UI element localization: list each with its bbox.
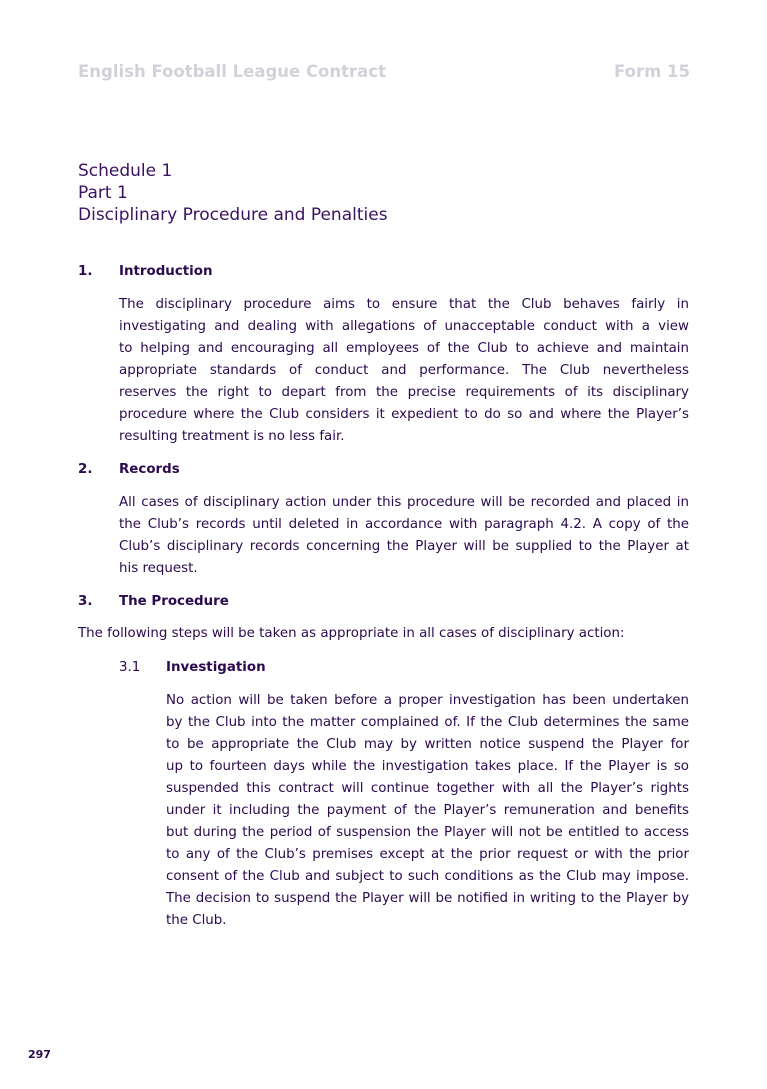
paragraph-line: reserves the right to depart from the precise requirements of its disciplinary — [119, 385, 689, 400]
section-number: 2. — [78, 462, 93, 477]
paragraph — [119, 492, 689, 580]
form-label: Form 15 — [614, 62, 690, 81]
page-header — [78, 62, 690, 86]
paragraph-line: but during the period of suspension the Player will not be entitled to access — [166, 825, 689, 840]
paragraph-line: investigating and dealing with allegations of unacceptable conduct with a view — [119, 319, 689, 334]
schedule-line: Schedule 1 — [78, 161, 173, 181]
section-number: 1. — [78, 264, 93, 279]
document-title: English Football League Contract — [78, 62, 386, 81]
subsection-number: 3.1 — [119, 660, 141, 675]
part-line: Part 1 — [78, 183, 128, 203]
section-title: Records — [119, 462, 180, 477]
paragraph-line: to helping and encouraging all employees of the Club to achieve and maintain — [119, 341, 689, 356]
paragraph-line: No action will be taken before a proper investigation has been undertaken — [166, 693, 689, 708]
paragraph-line: the Club’s records until deleted in accordance with paragraph 4.2. A copy of the — [119, 517, 689, 532]
paragraph-line: The decision to suspend the Player will be notified in writing to the Player by — [166, 891, 689, 906]
schedule-heading — [78, 160, 388, 226]
paragraph-line: appropriate standards of conduct and performance. The Club nevertheless — [119, 363, 689, 378]
section-title: Disciplinary Procedure and Penalties — [78, 205, 388, 225]
section-title: Introduction — [119, 264, 213, 279]
paragraph-line: the Club. — [166, 913, 227, 928]
paragraph — [119, 294, 689, 448]
paragraph-line: consent of the Club and subject to such conditions as the Club may impose. — [166, 869, 689, 884]
paragraph — [166, 690, 689, 932]
section-title: The Procedure — [119, 594, 229, 609]
paragraph-line: resulting treatment is no less fair. — [119, 429, 345, 444]
page-number: 297 — [28, 1048, 51, 1061]
subsection-title: Investigation — [166, 660, 266, 675]
paragraph-line: All cases of disciplinary action under this procedure will be recorded and placed in — [119, 495, 689, 510]
paragraph-line: by the Club into the matter complained of. If the Club determines the same — [166, 715, 689, 730]
paragraph-line: his request. — [119, 561, 198, 576]
paragraph-line: procedure where the Club considers it expedient to do so and where the Player’s — [119, 407, 689, 422]
paragraph-line: up to fourteen days while the investigation takes place. If the Player is so — [166, 759, 689, 774]
paragraph-line: The disciplinary procedure aims to ensure that the Club behaves fairly in — [119, 297, 689, 312]
section-number: 3. — [78, 594, 93, 609]
paragraph-line: to any of the Club’s premises except at the prior request or with the prior — [166, 847, 689, 862]
paragraph-line: to be appropriate the Club may by written notice suspend the Player for — [166, 737, 689, 752]
procedure-intro: The following steps will be taken as appropriate in all cases of disciplinary action: — [78, 626, 625, 641]
paragraph-line: under it including the payment of the Player’s remuneration and benefits — [166, 803, 689, 818]
paragraph-line: suspended this contract will continue together with all the Player’s rights — [166, 781, 689, 796]
paragraph-line: Club’s disciplinary records concerning the Player will be supplied to the Player at — [119, 539, 689, 554]
